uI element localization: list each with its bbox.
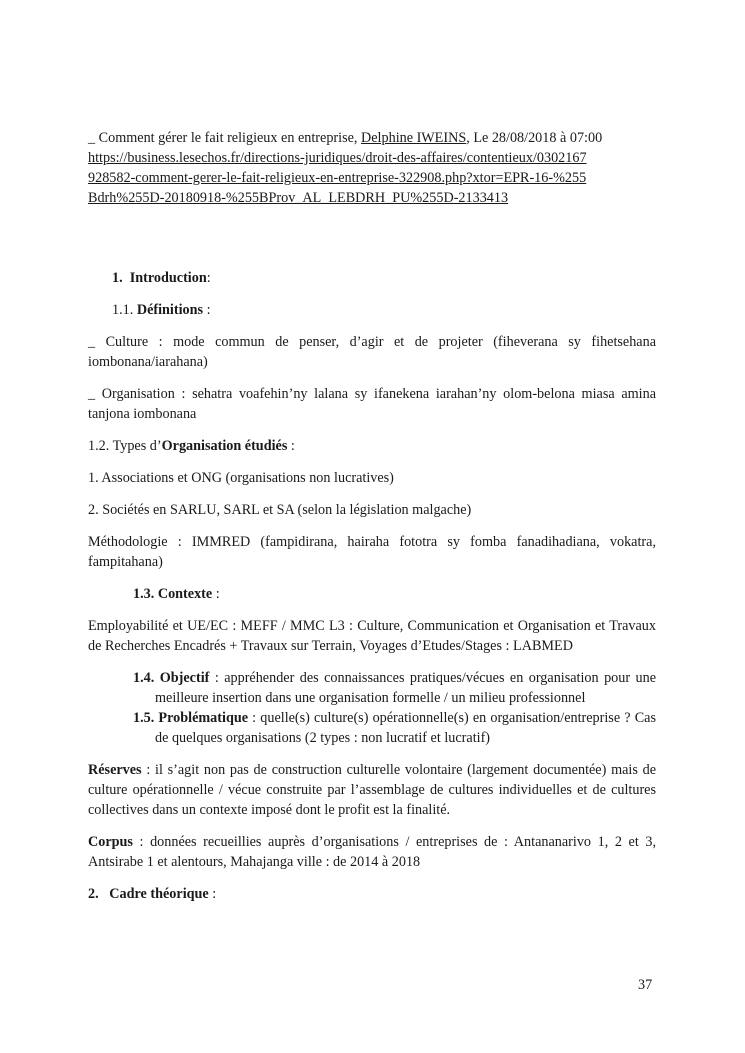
corpus-title: Corpus (88, 834, 133, 850)
paragraph-methodologie: Méthodologie : IMMRED (fampidirana, hairaha fototra sy fomba fanadihadiana, vokatra, fampitahana) (88, 534, 656, 570)
paragraph-reserves (88, 760, 656, 820)
problematique-text: : quelle(s) culture(s) opérationnelle(s) en organisation/entreprise ? Cas de quelques organisations (2 types : non lucratif et lucratif) (155, 710, 657, 746)
contexte-title: 1.3. Contexte (133, 586, 213, 602)
reference-author: Delphine IWEINS (361, 130, 467, 146)
reference-link-line (88, 148, 588, 208)
reference-url-link[interactable]: https://business.lesechos.fr/directions-juridiques/droit-des-affaires/contentieux/0302167928582-comment-gerer-le-fait-religieux-en-entreprise-322908.php?xtor=EPR-16-%255Bdrh%255D-20180918-%255BProv_AL_LEBDRH_PU%255D-2133413 (88, 150, 587, 206)
section-number: 1. (112, 270, 123, 286)
cadre-number: 2. (88, 886, 99, 902)
corpus-text: : données recueillies auprès d’organisations / entreprises de : Antananarivo 1, 2 et 3, Antsirabe 1 et alentours, Mahajanga ville : de 2014 à 2018 (88, 834, 656, 870)
problematique-title: 1.5. Problématique (133, 710, 249, 726)
document-page (88, 128, 656, 904)
paragraph-organisation: _ Organisation : sehatra voafehin’ny lalana sy ifanekena iarahan’ny olom-belona miasa amina tanjona iombonana (88, 386, 656, 422)
types-suffix: : (287, 438, 295, 454)
types-title: Organisation étudiés (161, 438, 288, 454)
section-heading-introduction (112, 268, 656, 288)
reference-prefix: _ Comment gérer le fait religieux en entreprise, (88, 130, 362, 146)
page-number: 37 (638, 977, 653, 993)
reference-date: , Le 28/08/2018 à 07:00 (466, 130, 603, 146)
section-title: Introduction (129, 270, 207, 286)
subsection-heading-types (88, 436, 656, 456)
reserves-title: Réserves (88, 762, 142, 778)
subsection-heading-definitions (112, 300, 656, 320)
paragraph-culture: _ Culture : mode commun de penser, d’agir et de projeter (fiheverana sy fihetsehana iombonana/iarahana) (88, 334, 656, 370)
contexte-suffix: : (212, 586, 220, 602)
types-prefix: 1.2. Types d’ (88, 438, 162, 454)
subsection-suffix: : (203, 302, 211, 318)
section-suffix: : (206, 270, 211, 286)
list-item-type-1: 1. Associations et ONG (organisations non lucratives) (88, 470, 394, 486)
subsection-number: 1.1. (112, 302, 137, 318)
objectif-title: 1.4. Objectif (133, 670, 210, 686)
reference-citation (88, 128, 656, 148)
reserves-text: : il s’agit non pas de construction culturelle volontaire (largement documentée) mais de culture opérationnelle / vécue construite par l’assemblage de cultures individuelles et de cultures collectives dans un contexte imposé dont le profit est la finalité. (88, 762, 656, 818)
cadre-suffix: : (208, 886, 217, 902)
paragraph-corpus (88, 832, 656, 872)
subsection-title: Définitions (136, 302, 204, 318)
list-item-type-2: 2. Sociétés en SARLU, SARL et SA (selon la législation malgache) (88, 502, 472, 518)
objectif-text: : appréhender des connaissances pratiques/vécues en organisation pour une meilleure insertion dans une organisation formelle / un milieu professionnel (155, 670, 656, 706)
section-heading-cadre (88, 884, 656, 904)
subsection-heading-contexte (133, 584, 656, 604)
cadre-title: Cadre théorique (109, 886, 209, 902)
paragraph-problematique (88, 708, 656, 748)
paragraph-employabilite: Employabilité et UE/EC : MEFF / MMC L3 : Culture, Communication et Organisation et Travaux de Recherches Encadrés + Travaux sur Terrain, Voyages d’Etudes/Stages : LABMED (88, 618, 656, 654)
paragraph-objectif (88, 668, 656, 708)
